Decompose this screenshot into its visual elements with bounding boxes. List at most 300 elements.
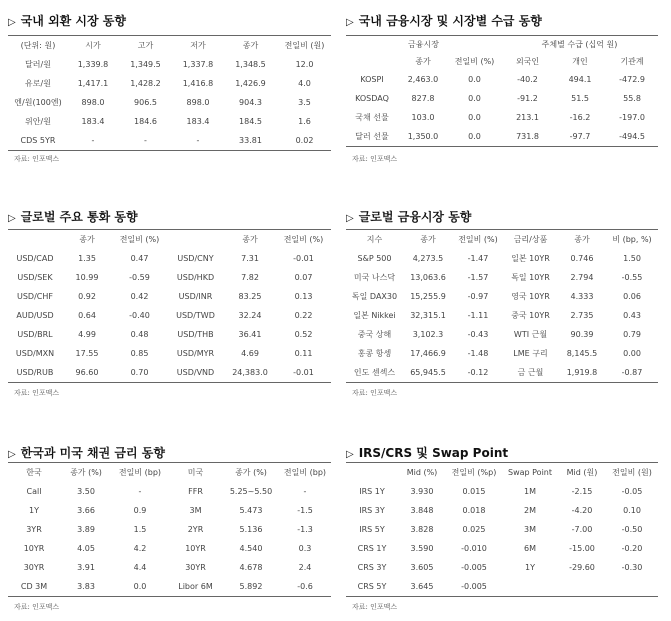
table-cell: 3.605: [410, 563, 434, 572]
table-cell: 0.00: [623, 349, 641, 358]
table-cell: -16.2: [569, 113, 591, 122]
table-cell: 0.025: [462, 525, 486, 534]
table-cell: 5.25~5.50: [229, 487, 273, 496]
table-cell: LME 구리: [513, 349, 548, 358]
table-row: [346, 108, 658, 127]
table-cell: 0.43: [623, 311, 641, 320]
table-cell: 5.892: [223, 577, 279, 597]
table-row: [8, 501, 331, 520]
table-cell: 1.35: [78, 254, 96, 263]
table-cell: -: [138, 487, 142, 496]
table-cell: 13,063.6: [410, 273, 446, 282]
table-cell: AUD/USD: [16, 311, 54, 320]
table-cell: USD/RUB: [8, 363, 62, 383]
table-cell: 1,417.1: [77, 79, 109, 88]
table-header-row: [8, 230, 331, 250]
table-cell: 0.07: [294, 273, 313, 282]
table-cell: USD/HKD: [176, 273, 215, 282]
table-header-row: [346, 463, 658, 483]
table-cell: 3.66: [77, 506, 95, 515]
table-cell: 183.4: [81, 117, 105, 126]
table-row: [8, 577, 331, 597]
table-cell: 1,349.5: [130, 60, 161, 69]
table-cell: 일본 Nikkei: [353, 311, 396, 320]
table-cell: 7.82: [241, 273, 259, 282]
table-cell: -1.5: [297, 506, 313, 515]
header-cell: 전일비 (bp): [279, 463, 331, 483]
triangle-icon: ▷: [8, 17, 16, 28]
header-cell: 전일비 (bp): [112, 463, 168, 483]
table-cell: USD/BRL: [17, 330, 53, 339]
table-cell: 1Y: [29, 506, 39, 515]
header-cell: 전일비 (%p): [446, 463, 502, 483]
table-cell: -0.30: [621, 563, 643, 572]
global-currency-table: [8, 229, 331, 383]
table-row: [346, 577, 658, 597]
header-cell: 종가: [403, 230, 453, 250]
group-header-cell: 주체별 수급 (십억 원): [501, 36, 658, 54]
source-note: 자료: 인포맥스: [14, 603, 60, 611]
table-cell: USD/INR: [178, 292, 213, 301]
table-cell: 731.8: [501, 127, 554, 147]
table-cell: 10.99: [75, 273, 99, 282]
fx-market-table: [8, 35, 331, 151]
bond-rate-table: [8, 462, 331, 597]
table-cell: 51.5: [571, 94, 589, 103]
header-cell: 지수: [346, 230, 403, 250]
table-cell: 10YR: [23, 544, 45, 553]
table-row: [8, 363, 331, 383]
panel-title: [346, 208, 471, 225]
header-cell: (단위: 원): [8, 36, 68, 56]
header-cell: [346, 463, 398, 483]
table-cell: [502, 577, 558, 597]
table-cell: USD/CNY: [177, 254, 214, 263]
table-cell: CRS 1Y: [357, 544, 387, 553]
table-cell: 1.6: [298, 117, 311, 126]
source-note: 자료: 인포맥스: [352, 389, 398, 397]
table-cell: USD/CAD: [16, 254, 54, 263]
table-cell: 0.06: [623, 292, 641, 301]
table-cell: 0.0: [468, 75, 481, 84]
table-cell: 0.79: [623, 330, 641, 339]
table-row: [8, 268, 331, 287]
table-cell: 3.590: [410, 544, 434, 553]
table-cell: 2YR: [187, 525, 204, 534]
table-cell: 4.0: [298, 79, 311, 88]
table-cell: 3.5: [298, 98, 311, 107]
header-cell: 종가 (%): [60, 463, 112, 483]
irs-crs-table: [346, 462, 658, 597]
table-cell: 827.8: [411, 94, 435, 103]
table-cell: 17,466.9: [410, 349, 446, 358]
table-cell: -29.60: [569, 563, 595, 572]
table-cell: -: [118, 131, 173, 151]
table-row: [8, 306, 331, 325]
table-cell: 4.333: [570, 292, 594, 301]
table-cell: 2.794: [570, 273, 594, 282]
table-cell: 0.85: [130, 349, 149, 358]
table-cell: -0.20: [621, 544, 643, 553]
table-cell: 30YR: [185, 563, 206, 572]
panel-title: [8, 444, 165, 461]
global-currency-panel: [8, 208, 331, 404]
table-cell: 3.89: [77, 525, 95, 534]
table-cell: 인도 센섹스: [346, 363, 403, 383]
table-row: [8, 74, 331, 93]
table-cell: 4.678: [239, 563, 263, 572]
table-cell: CDS 5YR: [8, 131, 68, 151]
panel-title: [346, 444, 508, 461]
table-cell: 184.5: [239, 117, 262, 126]
table-cell: 3.848: [410, 506, 434, 515]
table-cell: 2M: [524, 506, 536, 515]
table-cell: IRS 1Y: [359, 487, 385, 496]
bond-rate-panel: [8, 444, 331, 616]
table-cell: USD/SEK: [17, 273, 53, 282]
table-row: [346, 70, 658, 89]
panel-title: [8, 208, 138, 225]
table-cell: -1.11: [467, 311, 489, 320]
table-cell: -0.005: [461, 563, 487, 572]
table-cell: 17.55: [75, 349, 99, 358]
header-cell: 전일비 (%): [453, 230, 503, 250]
table-cell: 3.91: [77, 563, 95, 572]
header-cell: 고가: [118, 36, 173, 56]
table-cell: -15.00: [569, 544, 595, 553]
table-cell: 0.10: [623, 506, 641, 515]
table-cell: 33.81: [223, 131, 278, 151]
table-cell: 494.1: [568, 75, 592, 84]
table-cell: 55.8: [623, 94, 641, 103]
table-cell: [558, 577, 606, 597]
header-cell: 전일비 (원): [278, 36, 331, 56]
table-cell: USD/CHF: [17, 292, 53, 301]
table-cell: 4.69: [241, 349, 259, 358]
header-cell: 한국: [8, 463, 60, 483]
table-cell: -40.2: [517, 75, 538, 84]
panel-title-text: 국내 금융시장 및 시장별 수급 동향: [358, 14, 542, 28]
table-cell: USD/MXN: [15, 349, 55, 358]
table-header-row: [8, 36, 331, 56]
table-cell: 3.50: [77, 487, 95, 496]
table-cell: 미국 나스닥: [353, 273, 396, 282]
table-cell: 1,337.8: [182, 60, 214, 69]
table-cell: 0.3: [298, 544, 312, 553]
table-cell: [606, 577, 658, 597]
header-cell: 전일비 (원): [606, 463, 658, 483]
panel-title-text: 국내 외환 시장 동향: [20, 14, 126, 28]
table-cell: -0.43: [467, 330, 489, 339]
panel-title-text: 글로벌 주요 통화 동향: [20, 210, 138, 224]
table-cell: -7.00: [571, 525, 593, 534]
table-row: [346, 501, 658, 520]
table-cell: 4.99: [78, 330, 96, 339]
triangle-icon: ▷: [346, 213, 354, 224]
table-cell: S&P 500: [357, 254, 392, 263]
table-cell: KOSPI: [360, 75, 384, 84]
table-cell: 0.015: [462, 487, 486, 496]
table-cell: IRS 3Y: [359, 506, 385, 515]
table-cell: 0.92: [78, 292, 96, 301]
table-cell: 3.828: [410, 525, 434, 534]
table-row: [8, 482, 331, 501]
header-cell: 종가: [62, 230, 112, 250]
table-cell: 3.930: [410, 487, 434, 496]
table-cell: 0.52: [294, 330, 313, 339]
header-cell: Mid (%): [398, 463, 446, 483]
table-group-header-row: [346, 36, 658, 54]
table-cell: 홍콩 항셍: [357, 349, 392, 358]
table-header-row: [346, 230, 658, 250]
table-cell: 5.136: [239, 525, 263, 534]
table-row: [8, 249, 331, 268]
table-cell: 0.018: [462, 506, 486, 515]
header-cell: 종가: [558, 230, 606, 250]
header-cell: 전일비 (%): [276, 230, 331, 250]
header-cell: [8, 230, 62, 250]
table-row: [346, 344, 658, 363]
source-note: 자료: 인포맥스: [14, 155, 60, 163]
table-cell: 금 근월: [503, 363, 558, 383]
table-cell: WTI 근월: [513, 330, 548, 339]
table-cell: Call: [26, 487, 42, 496]
table-cell: 0.11: [294, 349, 313, 358]
panel-title: [8, 12, 126, 29]
table-cell: -2.15: [571, 487, 593, 496]
table-cell: 65,945.5: [403, 363, 453, 383]
table-cell: 국채 선물: [355, 113, 389, 122]
table-cell: 4,273.5: [412, 254, 444, 263]
table-header-row: [8, 463, 331, 483]
header-cell: [346, 53, 398, 70]
table-cell: CD 3M: [8, 577, 60, 597]
table-cell: 3M: [524, 525, 536, 534]
table-cell: 3M: [189, 506, 202, 515]
table-cell: 1M: [524, 487, 536, 496]
table-cell: 0.42: [130, 292, 149, 301]
header-cell: 금리/상품: [503, 230, 558, 250]
table-cell: 7.31: [241, 254, 259, 263]
table-cell: 일본 10YR: [511, 254, 550, 263]
table-cell: -0.01: [276, 363, 331, 383]
table-cell: 3,102.3: [412, 330, 444, 339]
table-cell: 1,350.0: [398, 127, 448, 147]
header-cell: [167, 230, 224, 250]
group-header-cell: 금융시장: [346, 36, 501, 54]
table-row: [346, 127, 658, 147]
header-cell: 종가: [223, 36, 278, 56]
table-cell: 1,428.2: [130, 79, 161, 88]
table-cell: 중국 상해: [357, 330, 392, 339]
table-cell: 0.0: [468, 94, 481, 103]
table-cell: 달러 선물: [346, 127, 398, 147]
panel-title: [346, 12, 542, 29]
table-cell: 0.47: [130, 254, 149, 263]
header-cell: 비 (bp, %): [606, 230, 658, 250]
table-row: [346, 520, 658, 539]
table-cell: -0.50: [621, 525, 643, 534]
table-cell: 영국 10YR: [511, 292, 550, 301]
table-row: [8, 287, 331, 306]
header-cell: 종가 (%): [223, 463, 279, 483]
table-cell: 898.0: [186, 98, 210, 107]
table-cell: -472.9: [619, 75, 645, 84]
header-cell: 기관계: [620, 57, 644, 66]
table-cell: -494.5: [606, 127, 658, 147]
table-cell: 0.02: [278, 131, 331, 151]
global-market-table: [346, 229, 658, 383]
header-cell: 종가: [224, 230, 276, 250]
table-cell: 3.645: [398, 577, 446, 597]
table-row: [346, 539, 658, 558]
table-cell: 0.746: [570, 254, 594, 263]
table-row: [346, 558, 658, 577]
table-cell: 1Y: [525, 563, 535, 572]
header-cell: Mid (원): [558, 463, 606, 483]
table-cell: 213.1: [516, 113, 539, 122]
table-cell: 12.0: [295, 60, 314, 69]
header-cell: 개인: [572, 57, 588, 66]
header-cell: Swap Point: [502, 463, 558, 483]
triangle-icon: ▷: [346, 449, 354, 460]
table-cell: USD/THB: [177, 330, 214, 339]
table-cell: 유로/원: [25, 79, 51, 88]
table-cell: 독일 10YR: [511, 273, 550, 282]
header-cell: 시가: [68, 36, 118, 56]
table-cell: 0.9: [133, 506, 147, 515]
table-cell: -1.3: [297, 525, 313, 534]
table-cell: -197.0: [619, 113, 645, 122]
table-cell: 달러/원: [25, 60, 51, 69]
table-cell: 32,315.1: [410, 311, 446, 320]
table-cell: -0.01: [293, 254, 314, 263]
table-row: [346, 89, 658, 108]
table-cell: 1,919.8: [558, 363, 606, 383]
table-cell: -: [303, 487, 307, 496]
table-cell: IRS 5Y: [359, 525, 385, 534]
table-cell: USD/TWD: [176, 311, 215, 320]
table-cell: USD/VND: [167, 363, 224, 383]
table-cell: 906.5: [134, 98, 157, 107]
table-cell: 0.48: [130, 330, 149, 339]
domestic-market-panel: [346, 12, 658, 172]
table-cell: CRS 3Y: [357, 563, 387, 572]
table-cell: 4.2: [133, 544, 147, 553]
table-row: [346, 287, 658, 306]
table-cell: 5.473: [239, 506, 263, 515]
table-cell: 8,145.5: [566, 349, 598, 358]
table-cell: 96.60: [62, 363, 112, 383]
triangle-icon: ▷: [8, 449, 16, 460]
table-cell: 3YR: [26, 525, 42, 534]
table-row: [346, 306, 658, 325]
table-cell: KOSDAQ: [355, 94, 389, 103]
header-cell: 종가: [415, 57, 431, 66]
global-market-panel: [346, 208, 658, 404]
table-cell: FFR: [188, 487, 203, 496]
table-row: [346, 268, 658, 287]
table-row: [346, 482, 658, 501]
table-cell: 15,255.9: [410, 292, 446, 301]
table-cell: -4.20: [571, 506, 593, 515]
table-cell: -0.97: [467, 292, 489, 301]
table-cell: 83.25: [238, 292, 262, 301]
table-cell: 2.4: [298, 563, 312, 572]
table-cell: 10YR: [185, 544, 206, 553]
table-cell: -0.6: [279, 577, 331, 597]
table-cell: -0.59: [129, 273, 150, 282]
table-cell: Libor 6M: [168, 577, 223, 597]
header-cell: 전일비 (%): [454, 57, 495, 66]
table-cell: 6M: [524, 544, 536, 553]
table-cell: -1.47: [467, 254, 489, 263]
table-cell: 24,383.0: [224, 363, 276, 383]
table-cell: 0.0: [112, 577, 168, 597]
table-cell: 3.83: [60, 577, 112, 597]
table-cell: 36.41: [238, 330, 262, 339]
table-cell: 1.5: [133, 525, 147, 534]
table-cell: 1,339.8: [77, 60, 109, 69]
table-row: [346, 325, 658, 344]
table-cell: 32.24: [238, 311, 262, 320]
table-cell: -: [173, 131, 223, 151]
table-cell: -0.05: [621, 487, 643, 496]
table-cell: 0.0: [448, 127, 501, 147]
table-row: [8, 325, 331, 344]
table-row: [8, 520, 331, 539]
table-cell: 1.50: [623, 254, 641, 263]
header-cell: 외국인: [515, 57, 540, 66]
domestic-market-table: [346, 35, 658, 147]
table-row: [8, 55, 331, 74]
table-cell: 4.540: [239, 544, 263, 553]
table-cell: 898.0: [81, 98, 105, 107]
header-cell: 미국: [168, 463, 223, 483]
table-row: [8, 344, 331, 363]
table-cell: -0.010: [461, 544, 487, 553]
table-cell: 0.22: [294, 311, 313, 320]
table-cell: 904.3: [239, 98, 262, 107]
table-row: [8, 131, 331, 151]
irs-crs-panel: [346, 444, 658, 616]
table-row: [8, 112, 331, 131]
table-row: [346, 363, 658, 383]
panel-title-text: 글로벌 금융시장 동향: [358, 210, 472, 224]
table-cell: 0.13: [294, 292, 313, 301]
table-row: [346, 249, 658, 268]
table-cell: 독일 DAX30: [351, 292, 398, 301]
table-cell: 0.70: [112, 363, 167, 383]
fx-market-panel: [8, 12, 331, 172]
table-cell: USD/MYR: [176, 349, 215, 358]
panel-title-text: 한국과 미국 채권 금리 동향: [20, 446, 165, 460]
table-cell: 183.4: [186, 117, 210, 126]
table-cell: -0.40: [129, 311, 150, 320]
table-cell: -0.87: [606, 363, 658, 383]
table-cell: 엔/원(100엔): [14, 98, 62, 107]
table-cell: -0.55: [621, 273, 643, 282]
table-cell: 4.05: [77, 544, 95, 553]
table-cell: 103.0: [411, 113, 435, 122]
table-cell: 4.4: [133, 563, 147, 572]
triangle-icon: ▷: [8, 213, 16, 224]
panel-title-text: IRS/CRS 및 Swap Point: [358, 446, 509, 460]
header-cell: 저가: [173, 36, 223, 56]
table-cell: -1.57: [467, 273, 489, 282]
header-cell: 전일비 (%): [112, 230, 167, 250]
table-cell: 위안/원: [25, 117, 51, 126]
